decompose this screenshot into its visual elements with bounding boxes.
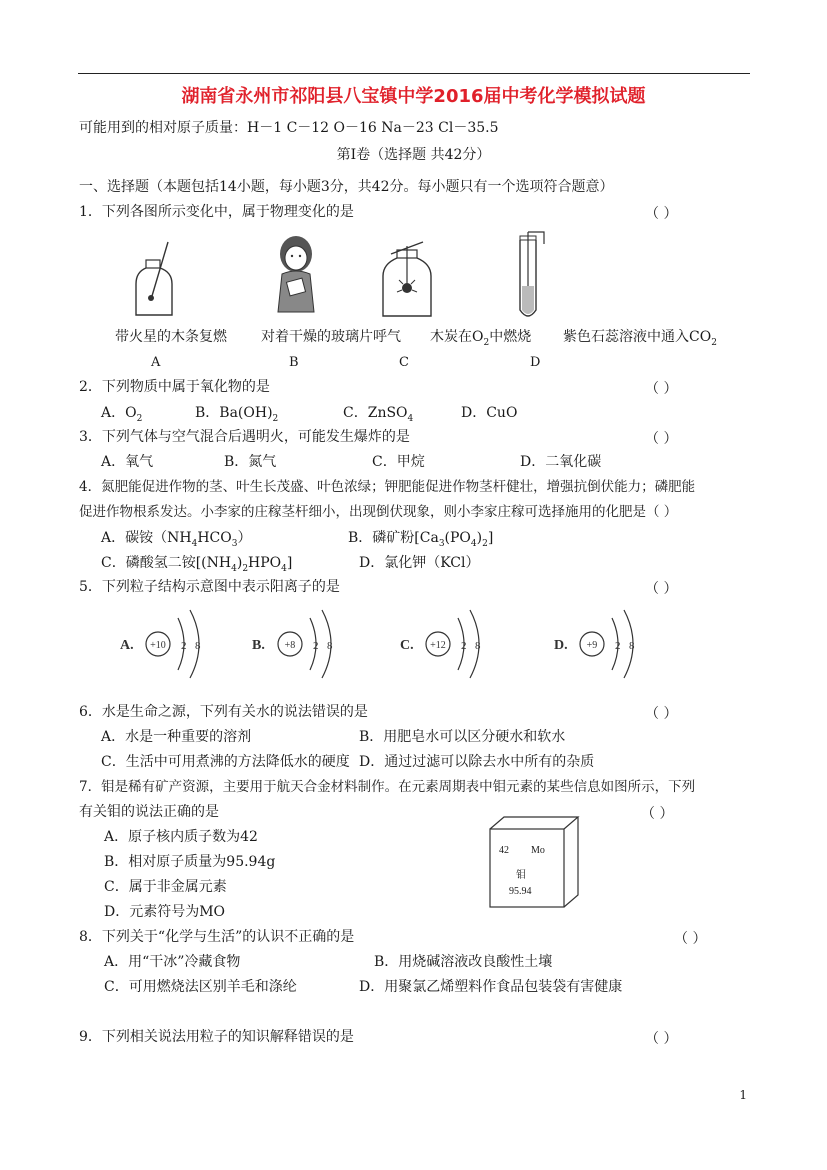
q2-option-d[interactable]: D．CuO [461,405,518,421]
q7-option-a[interactable]: A．原子核内质子数为42 [104,829,258,845]
q4-option-d[interactable]: D．氯化钾（KCl） [359,555,480,571]
q5-stem: 5．下列粒子结构示意图中表示阳离子的是 [79,579,340,595]
q6-option-d[interactable]: D．通过过滤可以除去水中所有的杂质 [359,754,595,770]
q2-option-c[interactable]: C．ZnSO$_4$ [343,405,414,424]
q8-option-c[interactable]: C．可用燃烧法区别羊毛和涤纶 [104,979,297,995]
q1-option-d[interactable]: D [530,355,541,370]
nucleus-charge: +12 [430,640,446,651]
q1-option-a[interactable]: A [151,355,161,370]
part-title: 第Ⅰ卷（选择题 共42分） [336,147,491,163]
q1-caption-d: 紫色石蕊溶液中通入$CO_2$ [563,329,717,348]
shell-2-electrons: 8 [475,640,481,652]
section-heading: 一、选择题（本题包括14小题，每小题3分，共42分。每小题只有一个选项符合题意） [79,179,614,195]
header-rule [78,73,750,74]
shell-1-electrons: 2 [461,640,467,652]
nucleus-charge: +8 [284,640,296,651]
q6-option-c[interactable]: C．生活中可用煮沸的方法降低水的硬度 [101,754,350,770]
q1-option-c[interactable]: C [399,355,409,370]
q7-option-c[interactable]: C．属于非金属元素 [104,879,227,895]
q3-option-a[interactable]: A．氧气 [101,454,154,470]
q8-option-d[interactable]: D．用聚氯乙烯塑料作食品包装袋有害健康 [359,979,623,995]
q8-stem: 8．下列关于“化学与生活”的认识不正确的是 [79,929,355,945]
page-title: 湖南省永州市祁阳县八宝镇中学2016届中考化学模拟试题 [181,86,646,107]
q1-caption-a: 带火星的木条复燃 [115,329,227,345]
page-number: 1 [739,1088,747,1102]
atom-option-label: A. [120,638,134,653]
molybdenum-element-card [488,815,580,911]
girl-breathing-figure [266,232,326,324]
q9-stem: 9．下列相关说法用粒子的知识解释错误的是 [79,1029,354,1045]
q4-option-c[interactable]: C．磷酸氢二铵$[(NH_4)_2HPO_4]$ [101,555,293,574]
q6-option-a[interactable]: A．水是一种重要的溶剂 [101,729,252,745]
shell-2-electrons: 8 [327,640,333,652]
q3-answer-paren[interactable]: （ ） [645,431,678,447]
element-mass: 95.94 [509,886,532,897]
q4-stem-line1: 4．氮肥能促进作物的茎、叶生长茂盛、叶色浓绿；钾肥能促进作物茎杆健壮，增强抗倒伏能力；磷肥能 [79,479,696,495]
q1-answer-paren[interactable]: （ ） [645,206,678,222]
q1-caption-b: 对着干燥的玻璃片呼气 [261,329,401,345]
atom-option-label: B. [252,638,265,653]
test-tube-figure [512,230,552,324]
charcoal-oxygen-figure [377,236,437,322]
shell-2-electrons: 8 [195,640,201,652]
q6-answer-paren[interactable]: （ ） [645,706,678,722]
element-atomic-number: 42 [499,845,509,856]
q2-stem: 2．下列物质中属于氧化物的是 [79,379,270,395]
jar-splint-figure [128,240,188,320]
atom-option-label: D. [554,638,568,653]
shell-1-electrons: 2 [181,640,187,652]
q1-caption-c: 木炭在$O_2$中燃烧 [430,329,532,348]
q8-option-a[interactable]: A．用“干冰”冷藏食物 [104,954,241,970]
q8-option-b[interactable]: B．用烧碱溶液改良酸性土壤 [374,954,553,970]
shell-2-electrons: 8 [629,640,635,652]
q5-answer-paren[interactable]: （ ） [645,581,678,597]
q4-stem-line2: 促进作物根系发达。小李家的庄稼茎杆细小，出现倒伏现象，则小李家庄稼可选择施用的化肥是（ ） [79,504,678,520]
atom-diagram [552,598,672,688]
atom-diagram [250,598,370,688]
atom-diagram [398,598,518,688]
q9-answer-paren[interactable]: （ ） [645,1031,678,1047]
q3-option-d[interactable]: D．二氧化碳 [520,454,602,470]
q7-option-d[interactable]: D．元素符号为MO [104,904,226,920]
atom-option-label: C. [400,638,414,653]
nucleus-charge: +10 [150,640,166,651]
element-symbol: Mo [531,845,545,856]
q1-option-b[interactable]: B [289,355,299,370]
q3-option-c[interactable]: C．甲烷 [372,454,425,470]
shell-1-electrons: 2 [313,640,319,652]
q7-option-b[interactable]: B．相对原子质量为95.94g [104,854,276,870]
q6-option-b[interactable]: B．用肥皂水可以区分硬水和软水 [359,729,566,745]
element-name: 钼 [516,870,526,881]
q1-stem: 1．下列各图所示变化中，属于物理变化的是 [79,204,354,220]
q3-option-b[interactable]: B．氮气 [224,454,277,470]
q7-stem-line1: 7．钼是稀有矿产资源，主要用于航天合金材料制作。在元素周期表中钼元素的某些信息如图所示，下列 [79,779,696,795]
shell-1-electrons: 2 [615,640,621,652]
q6-stem: 6．水是生命之源，下列有关水的说法错误的是 [79,704,368,720]
atom-diagram [118,598,238,688]
nucleus-charge: +9 [586,640,598,651]
q8-answer-paren[interactable]: （ ） [674,931,707,947]
q2-answer-paren[interactable]: （ ） [645,381,678,397]
atomic-masses: 可能用到的相对原子质量：H－1 C－12 O－16 Na－23 Cl－35.5 [79,120,499,136]
q2-option-a[interactable]: A．$O_2$ [101,405,143,424]
q7-answer-paren[interactable]: （ ） [641,806,674,822]
q2-option-b[interactable]: B．$Ba(OH)_2$ [195,405,279,424]
q4-option-a[interactable]: A．碳铵$(NH_4HCO_3)$ [101,530,252,549]
q7-stem-line2: 有关钼的说法正确的是 [79,804,219,820]
q4-option-b[interactable]: B．磷矿粉$[Ca_3(PO_4)_2]$ [348,530,494,549]
q3-stem: 3．下列气体与空气混合后遇明火，可能发生爆炸的是 [79,429,410,445]
